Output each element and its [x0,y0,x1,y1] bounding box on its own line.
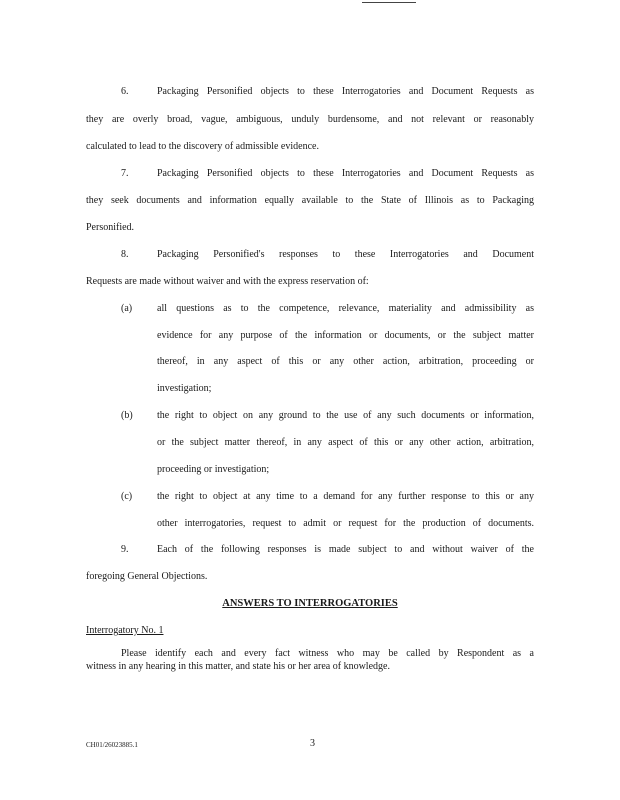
para9-number: 9. [121,544,129,555]
interrogatory-title: Interrogatory No. 1 [86,625,164,636]
para6-line3: calculated to lead to the discovery of admissible evidence. [86,141,319,152]
page-number: 3 [310,738,315,749]
para6-line2: they are overly broad, vague, ambiguous, unduly burdensome, and not relevant or reasonably [86,114,534,125]
top-rule [362,2,416,3]
para6-line1: Packaging Personified objects to these Interrogatories and Document Requests as [157,86,534,97]
item-a-line2: evidence for any purpose of the information or documents, or the subject matter [157,330,534,341]
para9-line2: foregoing General Objections. [86,571,208,582]
item-b-line3: proceeding or investigation; [157,464,270,475]
item-c-label: (c) [121,491,133,502]
answers-heading: ANSWERS TO INTERROGATORIES [222,598,398,609]
para8-line2: Requests are made without waiver and with the express reservation of: [86,276,369,287]
item-b-line1: the right to object on any ground to the use of any such documents or information, [157,410,534,421]
para7-line1: Packaging Personified objects to these Interrogatories and Document Requests as [157,168,534,179]
para7-number: 7. [121,168,129,179]
para8-number: 8. [121,249,129,260]
para9-line1: Each of the following responses is made subject to and without waiver of the [157,544,534,555]
para7-line3: Personified. [86,222,135,233]
item-a-label: (a) [121,303,133,314]
item-a-line4: investigation; [157,383,212,394]
item-c-line1: the right to object at any time to a demand for any further response to this or any [157,491,534,502]
interrogatory-line1: Please identify each and every fact witness who may be called by Respondent as a [121,648,534,659]
footer-document-id: CH01/26023885.1 [86,741,138,749]
item-c-line2: other interrogatories, request to admit or request for the production of documents. [157,518,534,529]
item-a-line1: all questions as to the competence, relevance, materiality and admissibility as [157,303,534,314]
item-b-label: (b) [121,410,133,421]
para8-line1: Packaging Personified's responses to these Interrogatories and Document [157,249,534,260]
item-b-line2: or the subject matter thereof, in any aspect of this or any other action, arbitration, [157,437,534,448]
item-a-line3: thereof, in any aspect of this or any other action, arbitration, proceeding or [157,356,534,367]
para7-line2: they seek documents and information equally available to the State of Illinois as to Packaging [86,195,534,206]
interrogatory-line2: witness in any hearing in this matter, and state his or her area of knowledge. [86,661,390,672]
para6-number: 6. [121,86,129,97]
